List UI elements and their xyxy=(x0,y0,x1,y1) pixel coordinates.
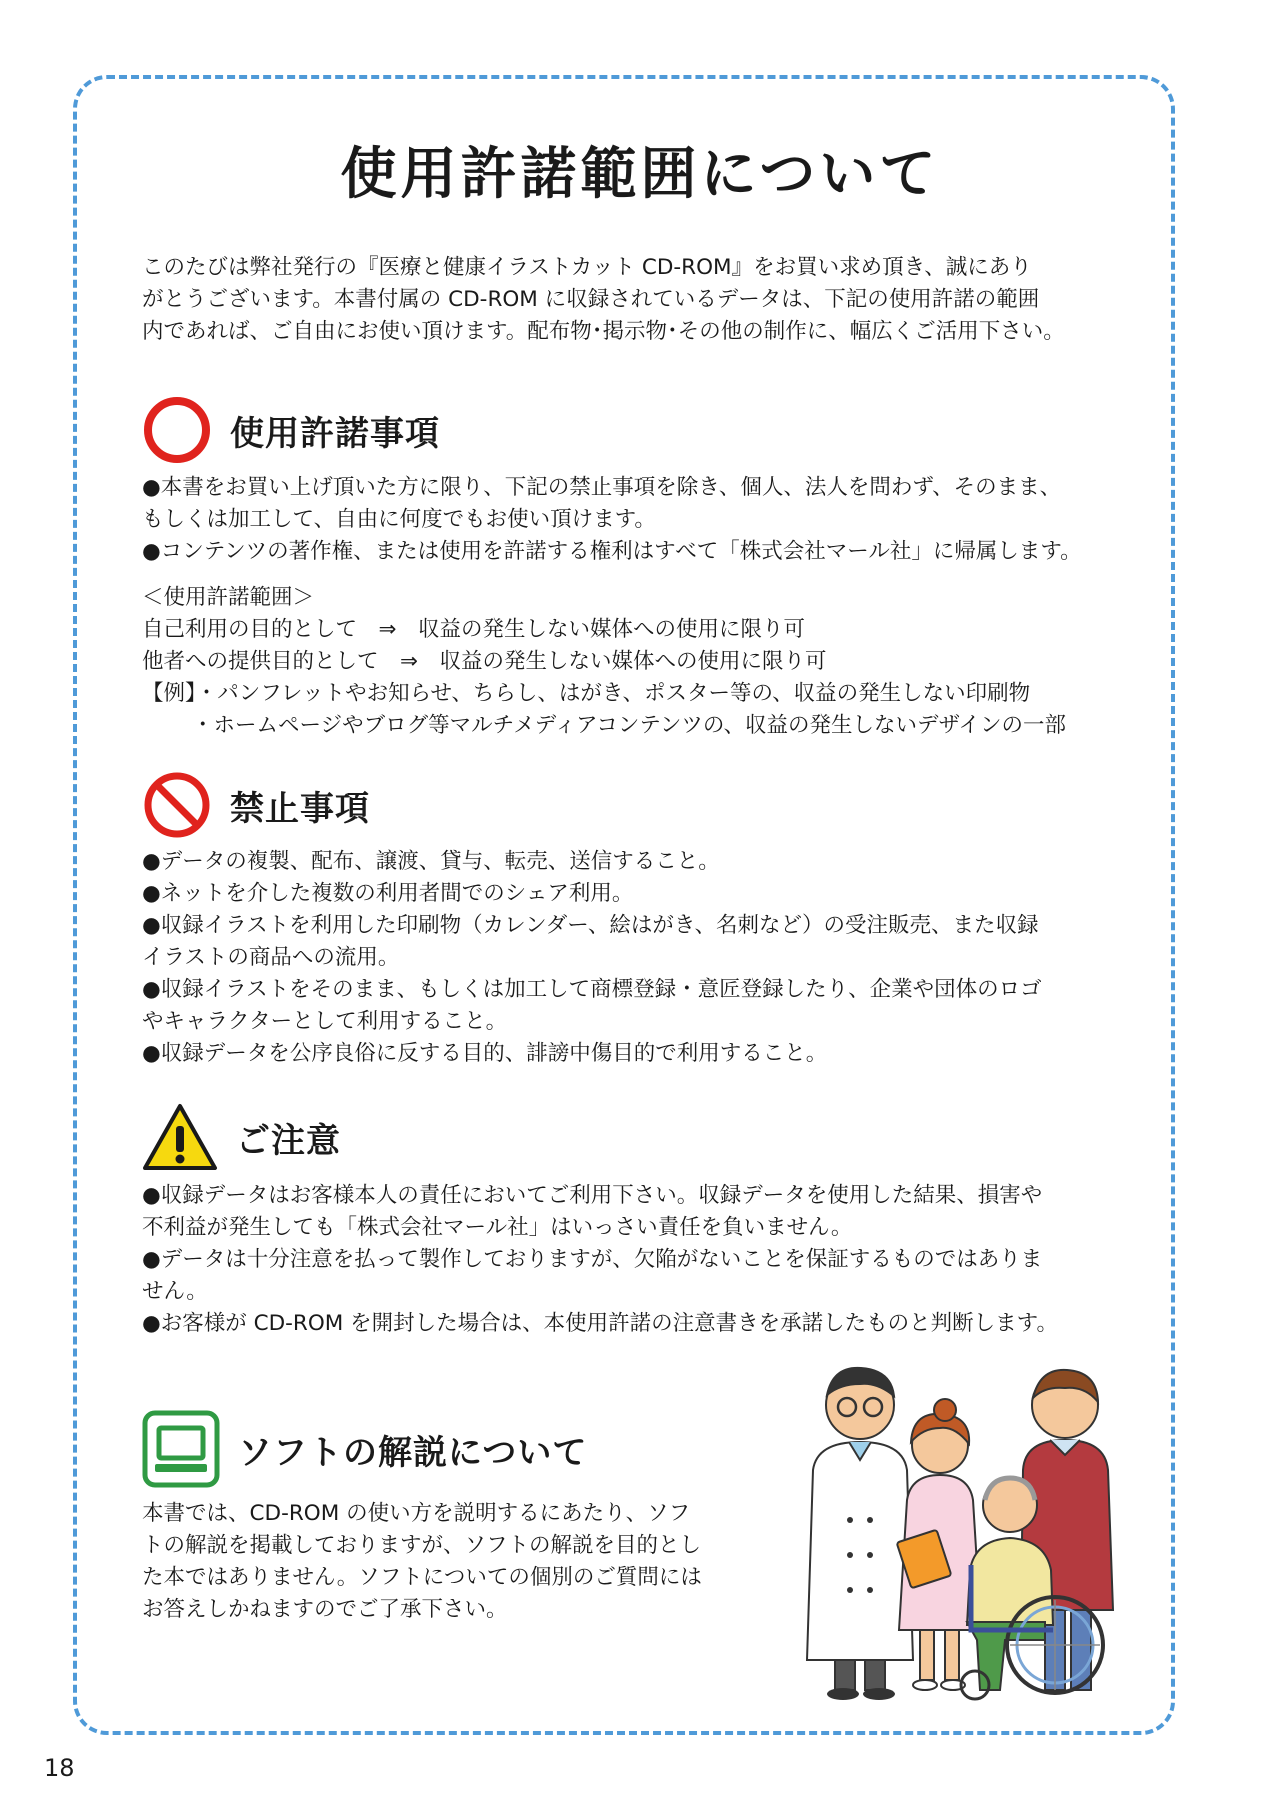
computer-icon xyxy=(142,1410,220,1488)
intro-line: がとうございます。本書付属の CD-ROM に収録されているデータは、下記の使用許諾の範囲 xyxy=(142,287,1040,312)
medical-staff-illustration xyxy=(795,1360,1135,1705)
license-section-header xyxy=(142,395,440,465)
software-line: た本ではありません。ソフトについての個別のご質問には xyxy=(142,1565,702,1590)
caregiver-figure xyxy=(1021,1370,1113,1690)
caution-line: 不利益が発生しても「株式会社マール社」はいっさい責任を負いません。 xyxy=(142,1215,853,1240)
caution-section-header xyxy=(142,1102,341,1172)
doctor-figure xyxy=(807,1368,913,1700)
license-line: ●コンテンツの著作権、または使用を許諾する権利はすべて「株式会社マール社」に帰属します。 xyxy=(142,539,1082,564)
caution-line: ●データは十分注意を払って製作しておりますが、欠陥がないことを保証するものではありま xyxy=(142,1247,1043,1272)
prohibited-line: ●収録データを公序良俗に反する目的、誹謗中傷目的で利用すること。 xyxy=(142,1041,828,1066)
software-heading: ソフトの解説について xyxy=(238,1432,588,1473)
software-body xyxy=(142,1498,702,1626)
license-body xyxy=(142,472,1082,742)
software-line: お答えしかねますのでご了承下さい。 xyxy=(142,1597,508,1622)
license-line: もしくは加工して、自由に何度でもお使い頂けます。 xyxy=(142,507,656,532)
prohibited-heading: 禁止事項 xyxy=(230,788,370,829)
range-line: 自己利用の目的として ⇒ 収益の発生しない媒体への使用に限り可 xyxy=(142,617,806,642)
intro-text xyxy=(142,252,1065,348)
license-line: ●本書をお買い上げ頂いた方に限り、下記の禁止事項を除き、個人、法人を問わず、そのまま、 xyxy=(142,475,1062,500)
prohibited-line: イラストの商品への流用。 xyxy=(142,945,400,970)
prohibited-line: ●収録イラストを利用した印刷物（カレンダー、絵はがき、名刺など）の受注販売、また収録 xyxy=(142,913,1039,938)
license-range-list xyxy=(142,582,1082,742)
caution-heading: ご注意 xyxy=(236,1120,341,1161)
prohibited-line: やキャラクターとして利用すること。 xyxy=(142,1009,508,1034)
prohibited-body xyxy=(142,846,1042,1070)
software-line: トの解説を掲載しておりますが、ソフトの解説を目的とし xyxy=(142,1533,702,1558)
intro-line: このたびは弊社発行の『医療と健康イラストカット CD-ROM』をお買い求め頂き、誠にあり xyxy=(142,255,1032,280)
page-title: 使用許諾範囲について xyxy=(340,142,940,207)
caution-body xyxy=(142,1180,1058,1340)
intro-line: 内であれば、ご自由にお使い頂けます。配布物･掲示物･その他の制作に、幅広くご活用下さい。 xyxy=(142,319,1065,344)
range-line: 【例】・パンフレットやお知らせ、ちらし、はがき、ポスター等の、収益の発生しない印刷物 xyxy=(142,681,1031,706)
range-line: ・ホームページやブログ等マルチメディアコンテンツの、収益の発生しないデザインの一部 xyxy=(192,713,1066,738)
range-line: 他者への提供目的として ⇒ 収益の発生しない媒体への使用に限り可 xyxy=(142,649,827,674)
prohibited-line: ●収録イラストをそのまま、もしくは加工して商標登録・意匠登録したり、企業や団体のロゴ xyxy=(142,977,1042,1002)
caution-line: せん。 xyxy=(142,1279,208,1304)
caution-line: ●お客様が CD-ROM を開封した場合は、本使用許諾の注意書きを承諾したものと判断します。 xyxy=(142,1311,1058,1336)
range-line: ＜使用許諾範囲＞ xyxy=(142,585,315,610)
prohibited-icon xyxy=(142,770,212,840)
software-section-header xyxy=(142,1410,587,1488)
caution-line: ●収録データはお客様本人の責任においてご利用下さい。収録データを使用した結果、損害や xyxy=(142,1183,1043,1208)
prohibited-line: ●ネットを介した複数の利用者間でのシェア利用。 xyxy=(142,881,634,906)
red-circle-icon xyxy=(142,395,212,465)
warning-icon xyxy=(142,1102,218,1172)
page-number: 18 xyxy=(44,1754,75,1782)
license-heading: 使用許諾事項 xyxy=(230,413,440,454)
prohibited-line: ●データの複製、配布、譲渡、貸与、転売、送信すること。 xyxy=(142,849,720,874)
software-line: 本書では、CD-ROM の使い方を説明するにあたり、ソフ xyxy=(142,1501,691,1526)
prohibited-section-header xyxy=(142,770,370,840)
